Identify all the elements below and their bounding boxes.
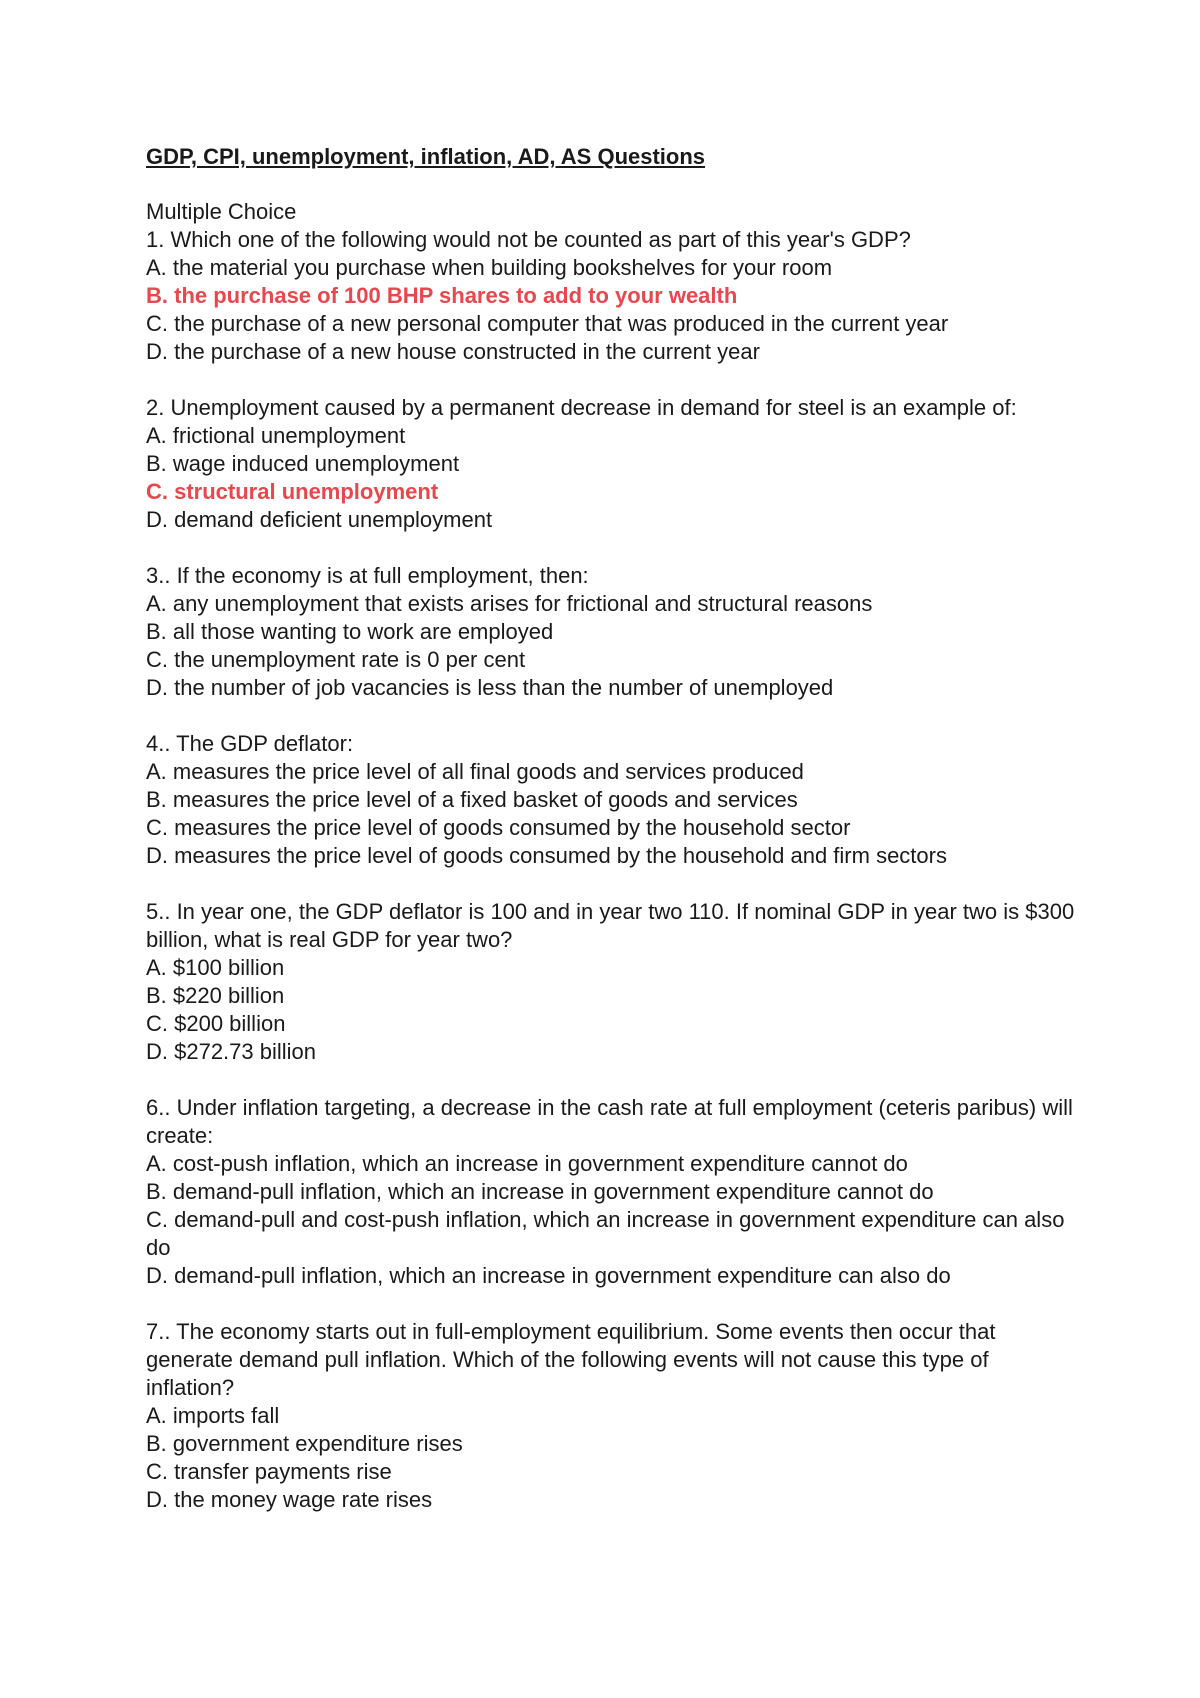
answer-option: D. the money wage rate rises	[146, 1487, 433, 1512]
section-label: Multiple Choice	[146, 199, 297, 224]
question-stem: 2. Unemployment caused by a permanent decrease in demand for steel is an example of:	[146, 395, 1017, 420]
answer-option: C. transfer payments rise	[146, 1459, 392, 1484]
question-stem: 7.. The economy starts out in full-employment equilibrium. Some events then occur that generate demand pull inflation. Which of the following events will not cause this type of inflation?	[146, 1319, 996, 1400]
question-1	[146, 226, 1076, 366]
answer-option: C. $200 billion	[146, 1011, 286, 1036]
question-6	[146, 1094, 1076, 1290]
question-7	[146, 1318, 1076, 1514]
answer-option: D. demand deficient unemployment	[146, 507, 493, 532]
question-stem: 5.. In year one, the GDP deflator is 100 and in year two 110. If nominal GDP in year two is $300 billion, what is real GDP for year two?	[146, 899, 1075, 952]
answer-option: A. $100 billion	[146, 955, 285, 980]
answer-option: B. $220 billion	[146, 983, 285, 1008]
document-page	[146, 143, 1076, 1542]
question-5	[146, 898, 1076, 1066]
question-4	[146, 730, 1076, 870]
question-stem: 6.. Under inflation targeting, a decrease in the cash rate at full employment (ceteris paribus) will create:	[146, 1095, 1073, 1148]
answer-option: D. $272.73 billion	[146, 1039, 317, 1064]
question-3	[146, 562, 1076, 702]
answer-option: A. measures the price level of all final goods and services produced	[146, 759, 804, 784]
answer-option: B. government expenditure rises	[146, 1431, 463, 1456]
question-2	[146, 394, 1076, 534]
answer-option-correct: B. the purchase of 100 BHP shares to add to your wealth	[146, 283, 738, 308]
answer-option: A. frictional unemployment	[146, 423, 406, 448]
answer-option: B. all those wanting to work are employed	[146, 619, 554, 644]
answer-option: C. demand-pull and cost-push inflation, which an increase in government expenditure can also do	[146, 1207, 1065, 1260]
answer-option: C. the purchase of a new personal computer that was produced in the current year	[146, 311, 949, 336]
answer-option: C. measures the price level of goods consumed by the household sector	[146, 815, 851, 840]
answer-option: C. the unemployment rate is 0 per cent	[146, 647, 526, 672]
answer-option-correct: C. structural unemployment	[146, 479, 439, 504]
answer-option: B. demand-pull inflation, which an increase in government expenditure cannot do	[146, 1179, 934, 1204]
question-list	[146, 226, 1076, 1514]
answer-option: D. measures the price level of goods consumed by the household and firm sectors	[146, 843, 947, 868]
question-stem: 1. Which one of the following would not be counted as part of this year's GDP?	[146, 227, 911, 252]
answer-option: A. imports fall	[146, 1403, 280, 1428]
answer-option: D. demand-pull inflation, which an increase in government expenditure can also do	[146, 1263, 951, 1288]
answer-option: B. wage induced unemployment	[146, 451, 460, 476]
question-stem: 3.. If the economy is at full employment, then:	[146, 563, 589, 588]
question-stem: 4.. The GDP deflator:	[146, 731, 354, 756]
answer-option: B. measures the price level of a fixed basket of goods and services	[146, 787, 798, 812]
answer-option: A. any unemployment that exists arises for frictional and structural reasons	[146, 591, 873, 616]
answer-option: D. the purchase of a new house constructed in the current year	[146, 339, 760, 364]
document-title: GDP, CPI, unemployment, inflation, AD, AS Questions	[146, 144, 706, 169]
answer-option: A. cost-push inflation, which an increase in government expenditure cannot do	[146, 1151, 908, 1176]
answer-option: A. the material you purchase when building bookshelves for your room	[146, 255, 833, 280]
answer-option: D. the number of job vacancies is less than the number of unemployed	[146, 675, 834, 700]
